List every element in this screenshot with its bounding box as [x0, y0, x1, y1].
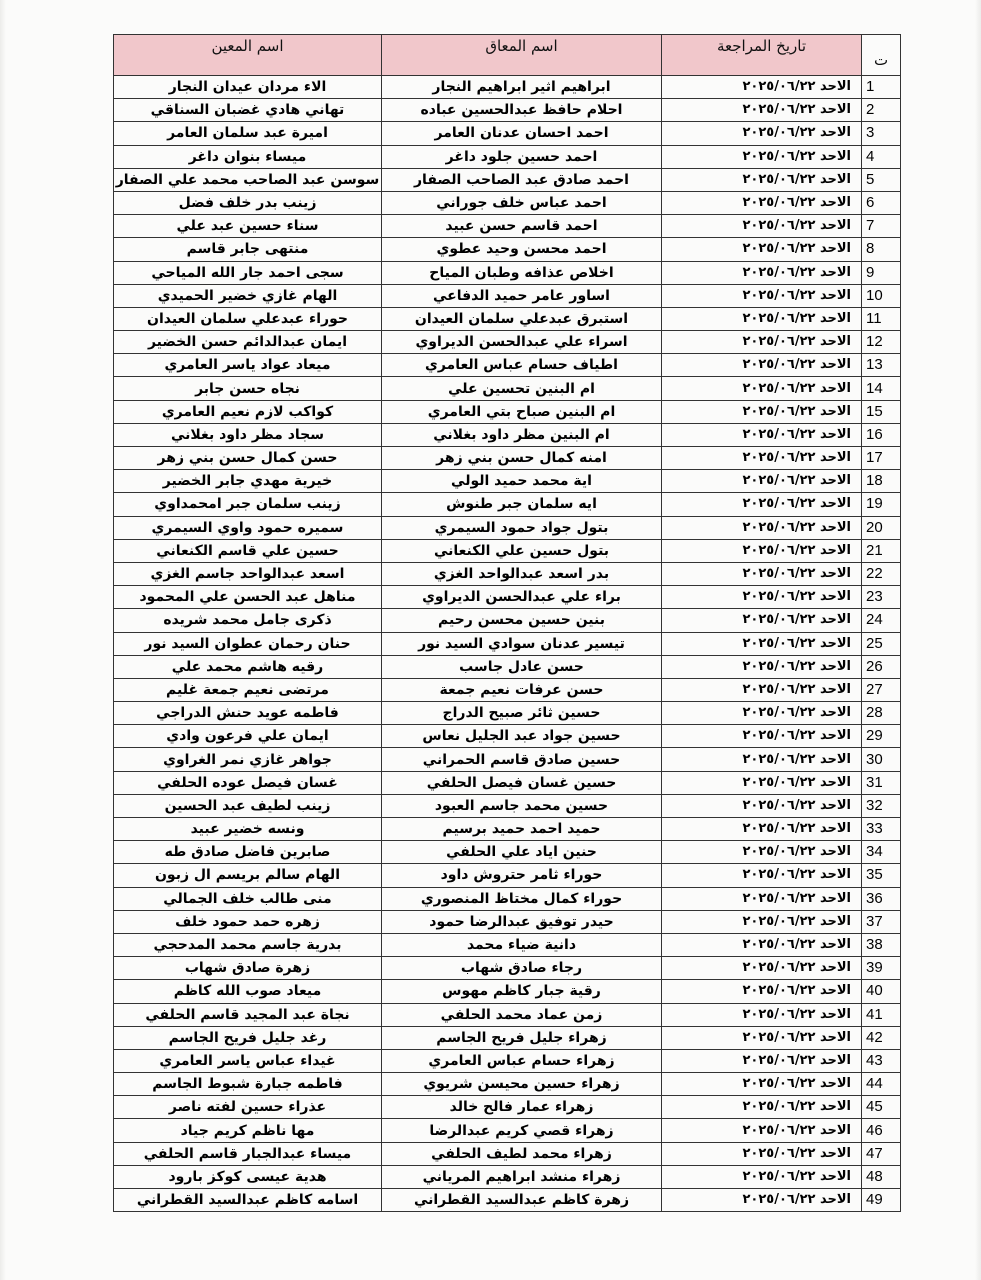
table-row	[114, 1073, 901, 1096]
row-number-cell: 47	[862, 1142, 901, 1165]
table-row	[114, 678, 901, 701]
disabled-name-cell: اساور عامر حميد الدفاعي	[382, 284, 662, 307]
helper-name-cell: فاطمه عويد حنش الدراجي	[114, 702, 382, 725]
row-number-cell: 2	[862, 99, 901, 122]
disabled-name-cell: حسين غسان فيصل الحلفي	[382, 771, 662, 794]
disabled-name-cell: حسن عرفات نعيم جمعة	[382, 678, 662, 701]
table-row	[114, 168, 901, 191]
table-row	[114, 771, 901, 794]
review-date-cell: الاحد ٢٠٢٥/٠٦/٢٢	[662, 284, 862, 307]
disabled-name-cell: اية محمد حميد الولي	[382, 470, 662, 493]
helper-name-cell: تهاني هادي غضبان السناقي	[114, 99, 382, 122]
row-number-cell: 41	[862, 1003, 901, 1026]
table-row	[114, 400, 901, 423]
row-number-cell: 35	[862, 864, 901, 887]
table-row	[114, 470, 901, 493]
table-row	[114, 933, 901, 956]
row-number-cell: 30	[862, 748, 901, 771]
table-row	[114, 1096, 901, 1119]
table-row	[114, 864, 901, 887]
review-date-cell: الاحد ٢٠٢٥/٠٦/٢٢	[662, 516, 862, 539]
table-row	[114, 377, 901, 400]
helper-name-cell: ميساء بنوان داغر	[114, 145, 382, 168]
helper-name-cell: خيرية مهدي جابر الخضير	[114, 470, 382, 493]
table-body	[114, 76, 901, 1212]
table-row	[114, 493, 901, 516]
helper-name-cell: ميعاد عواد ياسر العامري	[114, 354, 382, 377]
table-row	[114, 122, 901, 145]
row-number-cell: 8	[862, 238, 901, 261]
table-row	[114, 1142, 901, 1165]
disabled-name-cell: حميد احمد حميد برسيم	[382, 818, 662, 841]
row-number-cell: 15	[862, 400, 901, 423]
disabled-name-cell: زهراء محمد لطيف الحلفي	[382, 1142, 662, 1165]
table-row	[114, 1189, 901, 1212]
disabled-name-cell: حسين صادق قاسم الحمراني	[382, 748, 662, 771]
helper-name-cell: زينب بدر خلف فضل	[114, 191, 382, 214]
review-date-cell: الاحد ٢٠٢٥/٠٦/٢٢	[662, 1119, 862, 1142]
row-number-cell: 12	[862, 331, 901, 354]
review-date-cell: الاحد ٢٠٢٥/٠٦/٢٢	[662, 493, 862, 516]
header-helper-name: اسم المعين	[114, 35, 382, 76]
review-date-cell: الاحد ٢٠٢٥/٠٦/٢٢	[662, 447, 862, 470]
review-date-cell: الاحد ٢٠٢٥/٠٦/٢٢	[662, 957, 862, 980]
disabled-name-cell: احمد صادق عبد الصاحب الصفار	[382, 168, 662, 191]
helper-name-cell: الاء مردان عيدان النجار	[114, 76, 382, 99]
helper-name-cell: اسامه كاظم عبدالسيد القطراني	[114, 1189, 382, 1212]
row-number-cell: 45	[862, 1096, 901, 1119]
row-number-cell: 6	[862, 191, 901, 214]
helper-name-cell: سجاد مظر داود بغلاني	[114, 423, 382, 446]
disabled-name-cell: حوراء كمال مختاظ المنصوري	[382, 887, 662, 910]
helper-name-cell: ميعاد صوب الله كاظم	[114, 980, 382, 1003]
disabled-name-cell: زهراء حسام عباس العامري	[382, 1049, 662, 1072]
row-number-cell: 34	[862, 841, 901, 864]
row-number-cell: 14	[862, 377, 901, 400]
disabled-name-cell: احمد حسين جلود داغر	[382, 145, 662, 168]
disabled-name-cell: حسن عادل جاسب	[382, 655, 662, 678]
helper-name-cell: ميساء عبدالجبار قاسم الحلفي	[114, 1142, 382, 1165]
header-disabled-name: اسم المعاق	[382, 35, 662, 76]
table-row	[114, 284, 901, 307]
helper-name-cell: زينب سلمان جبر امحمداوي	[114, 493, 382, 516]
row-number-cell: 26	[862, 655, 901, 678]
review-date-cell: الاحد ٢٠٢٥/٠٦/٢٢	[662, 99, 862, 122]
review-date-cell: الاحد ٢٠٢٥/٠٦/٢٢	[662, 1073, 862, 1096]
table-row	[114, 1119, 901, 1142]
review-date-cell: الاحد ٢٠٢٥/٠٦/٢٢	[662, 76, 862, 99]
helper-name-cell: الهام غازي خضير الحميدي	[114, 284, 382, 307]
row-number-cell: 10	[862, 284, 901, 307]
review-date-cell: الاحد ٢٠٢٥/٠٦/٢٢	[662, 539, 862, 562]
helper-name-cell: صابرين فاضل صادق طه	[114, 841, 382, 864]
review-date-cell: الاحد ٢٠٢٥/٠٦/٢٢	[662, 331, 862, 354]
review-date-cell: الاحد ٢٠٢٥/٠٦/٢٢	[662, 771, 862, 794]
helper-name-cell: سجى احمد جار الله المياحي	[114, 261, 382, 284]
table-row	[114, 632, 901, 655]
helper-name-cell: بدرية جاسم محمد المدحجي	[114, 933, 382, 956]
helper-name-cell: سناء حسين عبد علي	[114, 215, 382, 238]
disabled-name-cell: حنين اياد علي الحلفي	[382, 841, 662, 864]
table-row	[114, 980, 901, 1003]
table-row	[114, 307, 901, 330]
table-row	[114, 725, 901, 748]
row-number-cell: 29	[862, 725, 901, 748]
helper-name-cell: غسان فيصل عوده الحلفي	[114, 771, 382, 794]
review-date-cell: الاحد ٢٠٢٥/٠٦/٢٢	[662, 748, 862, 771]
helper-name-cell: منى طالب خلف الجمالي	[114, 887, 382, 910]
table-row	[114, 609, 901, 632]
helper-name-cell: زينب لطيف عبد الحسين	[114, 794, 382, 817]
header-review-date: تاريخ المراجعة	[662, 35, 862, 76]
helper-name-cell: رغد جليل فريح الجاسم	[114, 1026, 382, 1049]
table-header-row	[114, 35, 901, 76]
review-date-cell: الاحد ٢٠٢٥/٠٦/٢٢	[662, 562, 862, 585]
row-number-cell: 17	[862, 447, 901, 470]
helper-name-cell: اسعد عبدالواحد جاسم الغزي	[114, 562, 382, 585]
table-row	[114, 423, 901, 446]
review-date-cell: الاحد ٢٠٢٥/٠٦/٢٢	[662, 168, 862, 191]
review-date-cell: الاحد ٢٠٢٥/٠٦/٢٢	[662, 887, 862, 910]
review-date-cell: الاحد ٢٠٢٥/٠٦/٢٢	[662, 910, 862, 933]
disabled-name-cell: حسين جواد عبد الجليل نعاس	[382, 725, 662, 748]
row-number-cell: 44	[862, 1073, 901, 1096]
header-number: ت	[862, 35, 901, 76]
disabled-name-cell: بنين حسين محسن رحيم	[382, 609, 662, 632]
table-row	[114, 586, 901, 609]
disabled-name-cell: زمن عماد محمد الحلفي	[382, 1003, 662, 1026]
table-row	[114, 841, 901, 864]
review-date-cell: الاحد ٢٠٢٥/٠٦/٢٢	[662, 655, 862, 678]
row-number-cell: 46	[862, 1119, 901, 1142]
table-row	[114, 1026, 901, 1049]
review-date-cell: الاحد ٢٠٢٥/٠٦/٢٢	[662, 1003, 862, 1026]
row-number-cell: 13	[862, 354, 901, 377]
review-date-cell: الاحد ٢٠٢٥/٠٦/٢٢	[662, 864, 862, 887]
table-row	[114, 957, 901, 980]
disabled-name-cell: اطياف حسام عباس العامري	[382, 354, 662, 377]
table-row	[114, 99, 901, 122]
row-number-cell: 7	[862, 215, 901, 238]
table-row	[114, 1165, 901, 1188]
disabled-name-cell: زهراء جليل فريح الجاسم	[382, 1026, 662, 1049]
row-number-cell: 16	[862, 423, 901, 446]
helper-name-cell: سوسن عبد الصاحب محمد علي الصفار	[114, 168, 382, 191]
row-number-cell: 21	[862, 539, 901, 562]
review-date-cell: الاحد ٢٠٢٥/٠٦/٢٢	[662, 609, 862, 632]
helper-name-cell: غيداء عباس ياسر العامري	[114, 1049, 382, 1072]
row-number-cell: 32	[862, 794, 901, 817]
row-number-cell: 31	[862, 771, 901, 794]
row-number-cell: 11	[862, 307, 901, 330]
row-number-cell: 1	[862, 76, 901, 99]
disabled-name-cell: ام البنين صباح بتي العامري	[382, 400, 662, 423]
disabled-name-cell: بدر اسعد عبدالواحد الغزي	[382, 562, 662, 585]
disabled-name-cell: ام البنين مظر داود بغلاني	[382, 423, 662, 446]
row-number-cell: 5	[862, 168, 901, 191]
helper-name-cell: ونسه خضير عبيد	[114, 818, 382, 841]
review-date-cell: الاحد ٢٠٢٥/٠٦/٢٢	[662, 145, 862, 168]
disabled-name-cell: دانية ضياء محمد	[382, 933, 662, 956]
disabled-name-cell: رقية جبار كاظم مهوس	[382, 980, 662, 1003]
review-date-cell: الاحد ٢٠٢٥/٠٦/٢٢	[662, 841, 862, 864]
disabled-name-cell: زهراء منشد ابراهيم المرياني	[382, 1165, 662, 1188]
disabled-name-cell: استبرق عبدعلي سلمان العيدان	[382, 307, 662, 330]
review-date-cell: الاحد ٢٠٢٥/٠٦/٢٢	[662, 1189, 862, 1212]
review-date-cell: الاحد ٢٠٢٥/٠٦/٢٢	[662, 1142, 862, 1165]
review-date-cell: الاحد ٢٠٢٥/٠٦/٢٢	[662, 400, 862, 423]
helper-name-cell: جواهر غازي نمر الغراوي	[114, 748, 382, 771]
row-number-cell: 36	[862, 887, 901, 910]
review-date-cell: الاحد ٢٠٢٥/٠٦/٢٢	[662, 354, 862, 377]
review-date-cell: الاحد ٢٠٢٥/٠٦/٢٢	[662, 818, 862, 841]
disabled-name-cell: حيدر توفيق عبدالرضا حمود	[382, 910, 662, 933]
helper-name-cell: ايمان علي فرعون وادي	[114, 725, 382, 748]
row-number-cell: 9	[862, 261, 901, 284]
table-row	[114, 702, 901, 725]
table-row	[114, 562, 901, 585]
helper-name-cell: زهره حمد حمود خلف	[114, 910, 382, 933]
row-number-cell: 24	[862, 609, 901, 632]
row-number-cell: 42	[862, 1026, 901, 1049]
row-number-cell: 4	[862, 145, 901, 168]
row-number-cell: 25	[862, 632, 901, 655]
helper-name-cell: هدية عيسى كوكز بارود	[114, 1165, 382, 1188]
table-row	[114, 191, 901, 214]
table-row	[114, 447, 901, 470]
table-row	[114, 748, 901, 771]
helper-name-cell: فاطمه جبارة شبوط الجاسم	[114, 1073, 382, 1096]
disabled-name-cell: زهراء حسين محيسن شريوي	[382, 1073, 662, 1096]
table-row	[114, 516, 901, 539]
disabled-name-cell: ابراهيم اثير ابراهيم النجار	[382, 76, 662, 99]
table-row	[114, 331, 901, 354]
review-date-cell: الاحد ٢٠٢٥/٠٦/٢٢	[662, 702, 862, 725]
table-row	[114, 76, 901, 99]
row-number-cell: 33	[862, 818, 901, 841]
disabled-name-cell: اسراء علي عبدالحسن الديراوي	[382, 331, 662, 354]
review-date-cell: الاحد ٢٠٢٥/٠٦/٢٢	[662, 423, 862, 446]
helper-name-cell: مناهل عبد الحسن علي المحمود	[114, 586, 382, 609]
row-number-cell: 18	[862, 470, 901, 493]
table-row	[114, 910, 901, 933]
row-number-cell: 28	[862, 702, 901, 725]
disabled-name-cell: زهراء عمار فالح خالد	[382, 1096, 662, 1119]
disabled-name-cell: احلام حافظ عبدالحسين عباده	[382, 99, 662, 122]
row-number-cell: 49	[862, 1189, 901, 1212]
helper-name-cell: ذكرى جامل محمد شريده	[114, 609, 382, 632]
helper-name-cell: زهرة صادق شهاب	[114, 957, 382, 980]
helper-name-cell: الهام سالم بريسم ال زبون	[114, 864, 382, 887]
disabled-name-cell: تيسير عدنان سوادي السيد نور	[382, 632, 662, 655]
disabled-name-cell: زهراء قصي كريم عبدالرضا	[382, 1119, 662, 1142]
review-date-cell: الاحد ٢٠٢٥/٠٦/٢٢	[662, 238, 862, 261]
helper-name-cell: حنان رحمان عطوان السيد نور	[114, 632, 382, 655]
row-number-cell: 20	[862, 516, 901, 539]
helper-name-cell: نجاة عبد المجيد قاسم الحلفي	[114, 1003, 382, 1026]
row-number-cell: 3	[862, 122, 901, 145]
review-date-cell: الاحد ٢٠٢٥/٠٦/٢٢	[662, 586, 862, 609]
review-date-cell: الاحد ٢٠٢٥/٠٦/٢٢	[662, 933, 862, 956]
row-number-cell: 37	[862, 910, 901, 933]
review-date-cell: الاحد ٢٠٢٥/٠٦/٢٢	[662, 1049, 862, 1072]
table-row	[114, 887, 901, 910]
disabled-name-cell: حسين ثائر صبيح الدراج	[382, 702, 662, 725]
table-row	[114, 354, 901, 377]
disabled-name-cell: زهرة كاظم عبدالسيد القطراني	[382, 1189, 662, 1212]
helper-name-cell: منتهى جابر قاسم	[114, 238, 382, 261]
disabled-name-cell: احمد احسان عدنان العامر	[382, 122, 662, 145]
review-date-cell: الاحد ٢٠٢٥/٠٦/٢٢	[662, 191, 862, 214]
row-number-cell: 39	[862, 957, 901, 980]
helper-name-cell: حسن كمال حسن بني زهر	[114, 447, 382, 470]
disabled-name-cell: بتول حسين علي الكنعاني	[382, 539, 662, 562]
table-row	[114, 238, 901, 261]
table-row	[114, 1003, 901, 1026]
disabled-name-cell: براء علي عبدالحسن الديراوي	[382, 586, 662, 609]
table-row	[114, 261, 901, 284]
row-number-cell: 27	[862, 678, 901, 701]
review-date-cell: الاحد ٢٠٢٥/٠٦/٢٢	[662, 377, 862, 400]
disabled-name-cell: احمد محسن وحيد عطوي	[382, 238, 662, 261]
table-row	[114, 1049, 901, 1072]
disabled-name-cell: حوراء ثامر حتروش داود	[382, 864, 662, 887]
row-number-cell: 22	[862, 562, 901, 585]
disabled-name-cell: حسين محمد جاسم العبود	[382, 794, 662, 817]
helper-name-cell: عذراء حسين لفته ناصر	[114, 1096, 382, 1119]
review-date-cell: الاحد ٢٠٢٥/٠٦/٢٢	[662, 632, 862, 655]
table-row	[114, 818, 901, 841]
review-date-cell: الاحد ٢٠٢٥/٠٦/٢٢	[662, 794, 862, 817]
table-row	[114, 145, 901, 168]
beneficiaries-table	[113, 34, 901, 1212]
review-date-cell: الاحد ٢٠٢٥/٠٦/٢٢	[662, 470, 862, 493]
row-number-cell: 38	[862, 933, 901, 956]
helper-name-cell: ايمان عبدالدائم حسن الخضير	[114, 331, 382, 354]
review-date-cell: الاحد ٢٠٢٥/٠٦/٢٢	[662, 307, 862, 330]
helper-name-cell: نجاه حسن جابر	[114, 377, 382, 400]
helper-name-cell: اميرة عبد سلمان العامر	[114, 122, 382, 145]
helper-name-cell: كواكب لازم نعيم العامري	[114, 400, 382, 423]
disabled-name-cell: احمد عباس خلف جوراني	[382, 191, 662, 214]
disabled-name-cell: بتول جواد حمود السيمري	[382, 516, 662, 539]
row-number-cell: 23	[862, 586, 901, 609]
helper-name-cell: مرتضى نعيم جمعة غليم	[114, 678, 382, 701]
review-date-cell: الاحد ٢٠٢٥/٠٦/٢٢	[662, 215, 862, 238]
review-date-cell: الاحد ٢٠٢٥/٠٦/٢٢	[662, 1165, 862, 1188]
disabled-name-cell: رجاء صادق شهاب	[382, 957, 662, 980]
review-date-cell: الاحد ٢٠٢٥/٠٦/٢٢	[662, 725, 862, 748]
disabled-name-cell: احمد قاسم حسن عبيد	[382, 215, 662, 238]
review-date-cell: الاحد ٢٠٢٥/٠٦/٢٢	[662, 678, 862, 701]
review-date-cell: الاحد ٢٠٢٥/٠٦/٢٢	[662, 122, 862, 145]
helper-name-cell: مها ناظم كريم جياد	[114, 1119, 382, 1142]
review-date-cell: الاحد ٢٠٢٥/٠٦/٢٢	[662, 1026, 862, 1049]
disabled-name-cell: ام البنين تحسين علي	[382, 377, 662, 400]
disabled-name-cell: اخلاص عذافه وطبان المياح	[382, 261, 662, 284]
row-number-cell: 48	[862, 1165, 901, 1188]
disabled-name-cell: امنه كمال حسن بني زهر	[382, 447, 662, 470]
table-row	[114, 215, 901, 238]
table-row	[114, 655, 901, 678]
table-row	[114, 794, 901, 817]
helper-name-cell: سميره حمود واوي السيمري	[114, 516, 382, 539]
disabled-name-cell: ايه سلمان جبر طنوش	[382, 493, 662, 516]
helper-name-cell: حوراء عبدعلي سلمان العيدان	[114, 307, 382, 330]
review-date-cell: الاحد ٢٠٢٥/٠٦/٢٢	[662, 980, 862, 1003]
row-number-cell: 43	[862, 1049, 901, 1072]
table-row	[114, 539, 901, 562]
row-number-cell: 19	[862, 493, 901, 516]
review-date-cell: الاحد ٢٠٢٥/٠٦/٢٢	[662, 1096, 862, 1119]
helper-name-cell: رقيه هاشم محمد علي	[114, 655, 382, 678]
review-date-cell: الاحد ٢٠٢٥/٠٦/٢٢	[662, 261, 862, 284]
row-number-cell: 40	[862, 980, 901, 1003]
helper-name-cell: حسين علي قاسم الكنعاني	[114, 539, 382, 562]
